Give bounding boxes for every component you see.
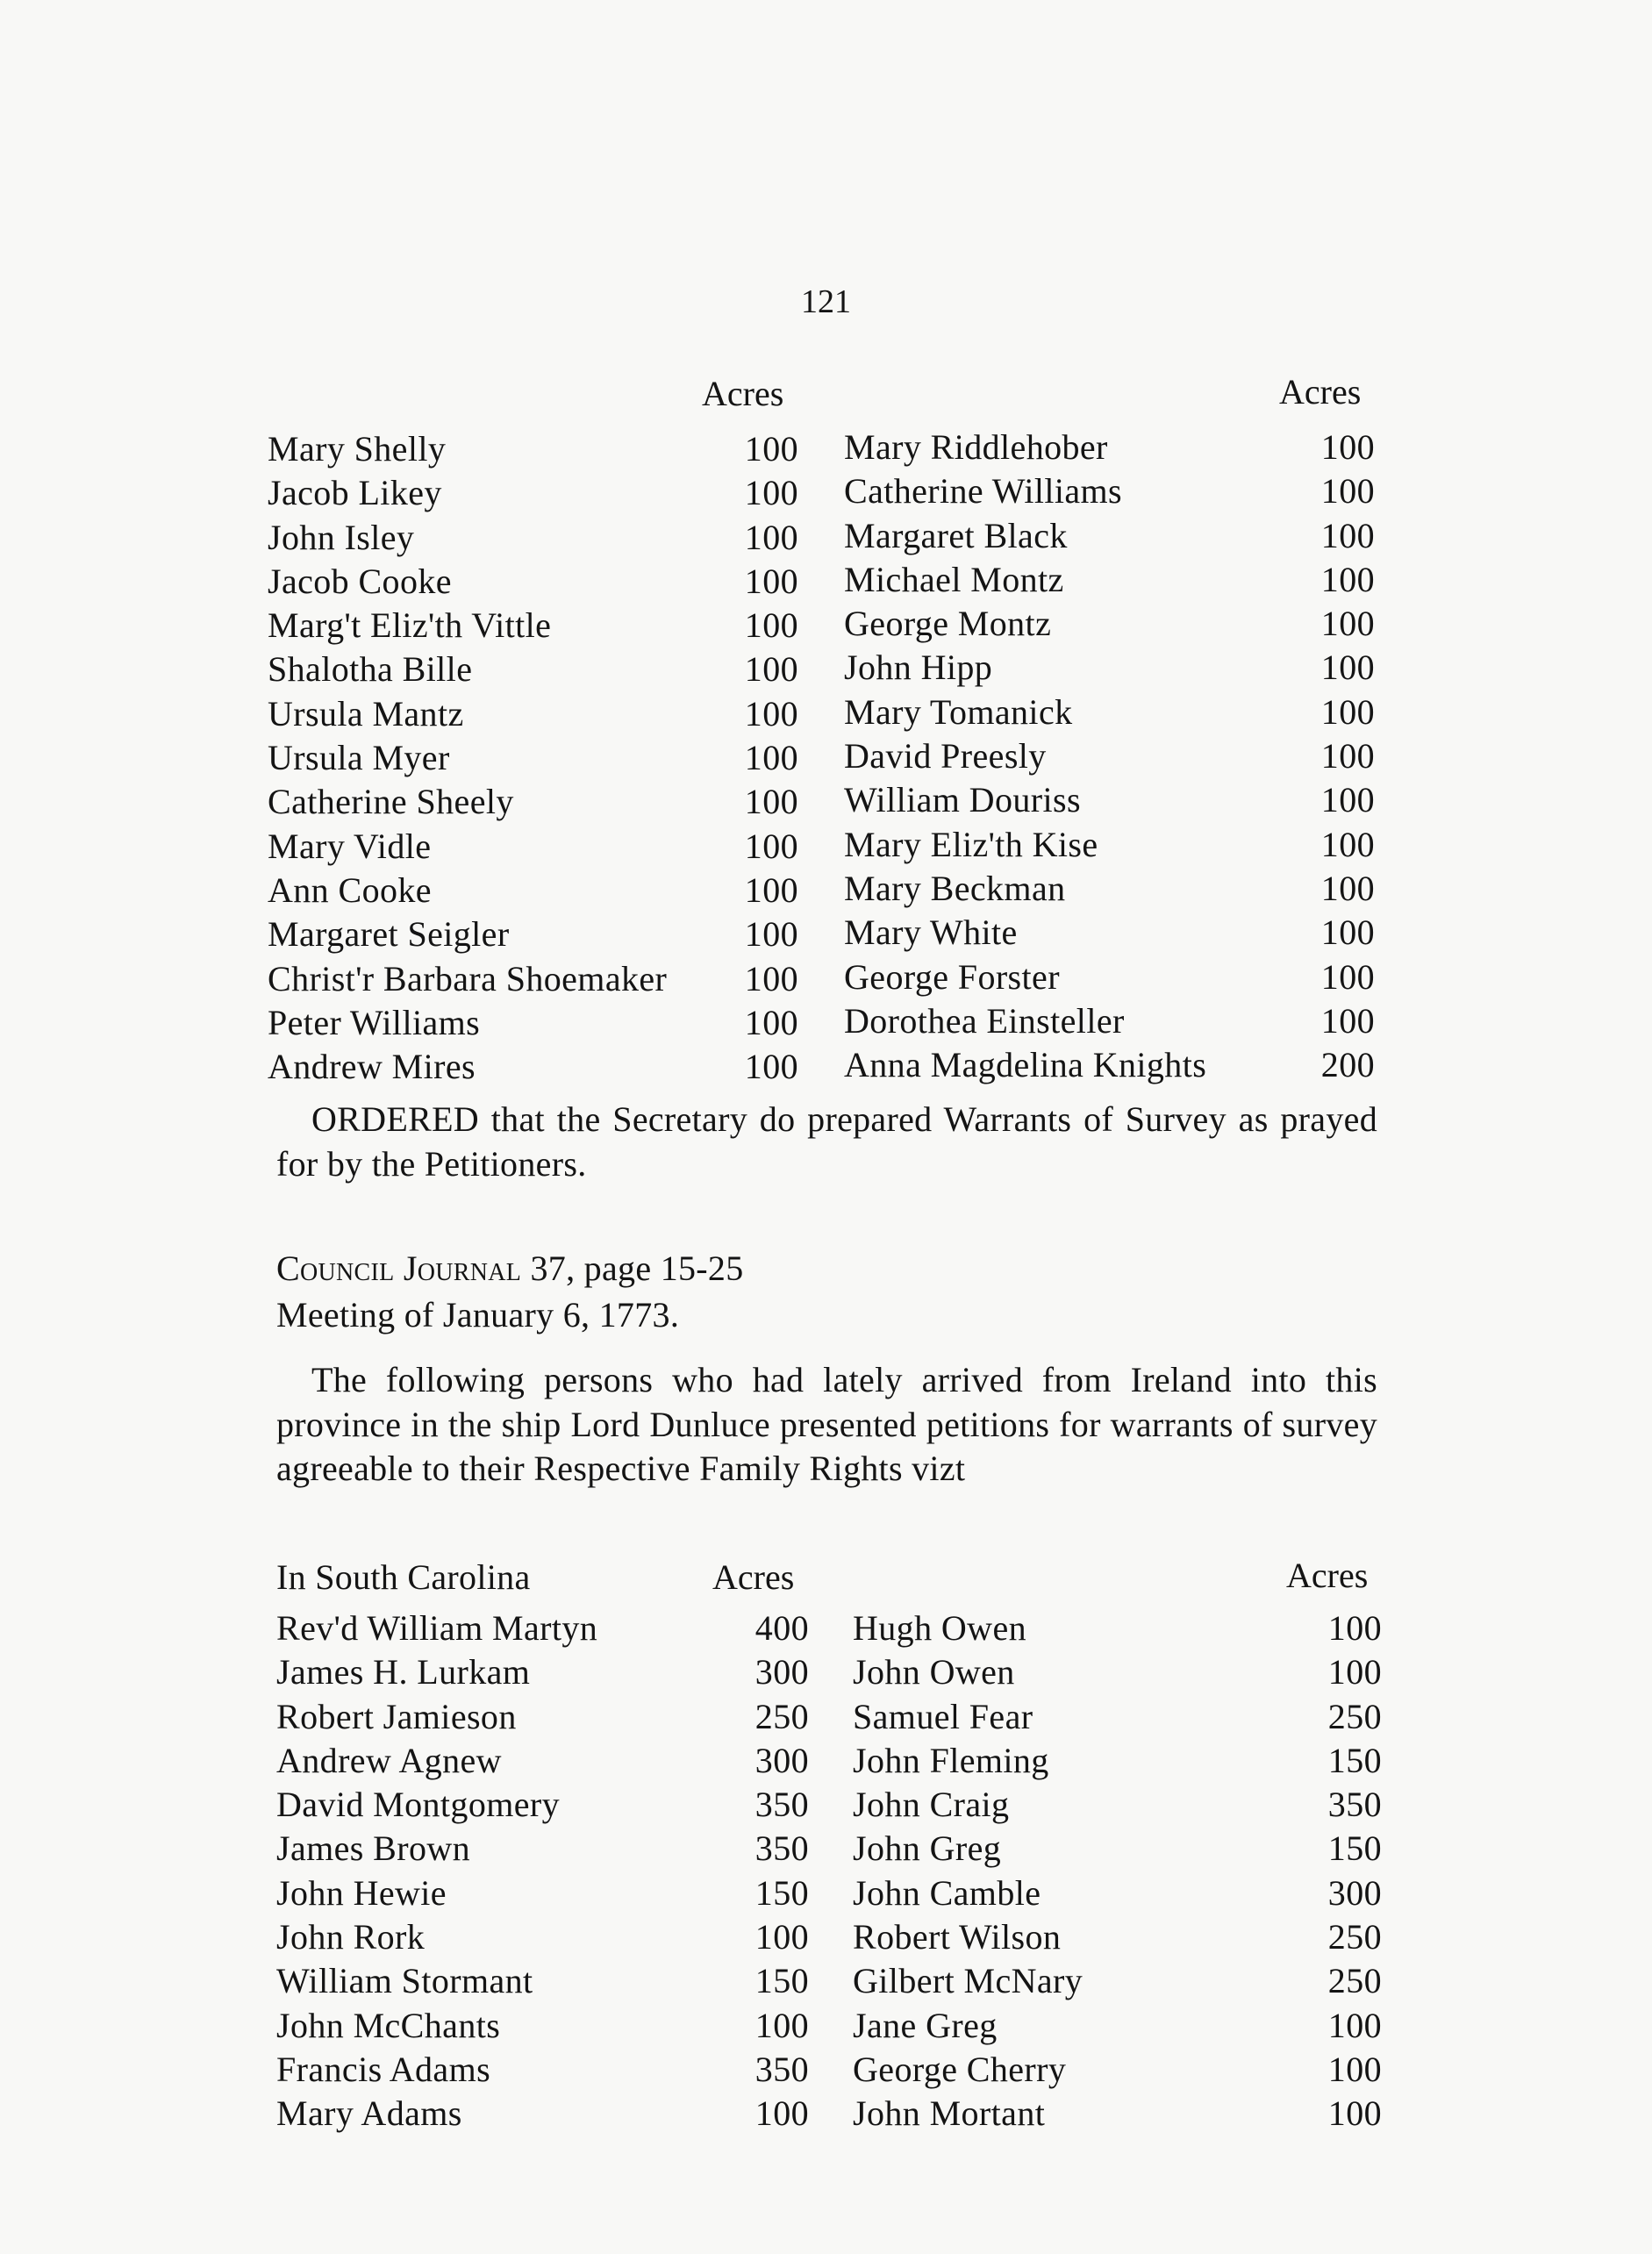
person-name: Ann Cooke [268, 869, 432, 910]
person-name: Mary Riddlehober [844, 427, 1108, 467]
person-name: Anna Magdelina Knights [844, 1045, 1207, 1085]
list-item [268, 912, 798, 956]
acres-value: 100 [1320, 691, 1375, 732]
meeting-date: Meeting of January 6, 1773. [276, 1295, 680, 1335]
list-item [276, 1695, 809, 1739]
person-name: John McChants [276, 2005, 501, 2045]
acres-value: 100 [1320, 427, 1375, 467]
list-item [844, 1043, 1375, 1087]
list-item [268, 825, 798, 869]
person-name: Dorothea Einsteller [844, 1000, 1125, 1041]
acres-value: 150 [754, 1961, 809, 2001]
person-name: Andrew Agnew [276, 1740, 502, 1780]
list-item [844, 734, 1375, 778]
list-item [853, 1606, 1382, 1650]
person-name: John Hewie [276, 1872, 447, 1913]
list-item [853, 1739, 1382, 1783]
person-name: Jacob Cooke [268, 561, 452, 601]
person-name: Catherine Sheely [268, 782, 514, 822]
person-name: Jane Greg [853, 2005, 998, 2045]
list-item [276, 2092, 809, 2136]
acres-value: 100 [754, 2093, 809, 2134]
acres-value: 250 [1327, 1917, 1382, 1957]
acres-value: 100 [744, 782, 798, 822]
list-item [276, 1871, 809, 1915]
acres-value: 100 [744, 1047, 798, 1087]
list-item [844, 867, 1375, 911]
list-item [276, 1959, 809, 2003]
page-number: 121 [801, 283, 851, 320]
list-item [276, 1827, 809, 1871]
person-name: John Craig [853, 1785, 1010, 1825]
acres-value: 250 [1327, 1696, 1382, 1736]
acres-value: 100 [744, 958, 798, 998]
list-item [268, 736, 798, 780]
list-item [276, 2004, 809, 2048]
person-name: Mary Adams [276, 2093, 462, 2134]
person-name: Mary Vidle [268, 826, 432, 866]
list-item [268, 471, 798, 515]
person-name: Marg't Eliz'th Vittle [268, 605, 552, 646]
person-name: Andrew Mires [268, 1047, 476, 1087]
list-item [268, 516, 798, 560]
person-name: James Brown [276, 1828, 471, 1869]
person-name: John Isley [268, 517, 415, 557]
acres-value: 100 [1327, 1608, 1382, 1648]
list-item [268, 604, 798, 648]
person-name: John Fleming [853, 1740, 1049, 1780]
list-item [853, 1783, 1382, 1827]
petitioners-left-column [268, 427, 798, 1089]
acres-value: 100 [744, 693, 798, 733]
person-name: John Greg [853, 1828, 1002, 1869]
person-name: John Rork [276, 1917, 426, 1957]
acres-value: 100 [744, 473, 798, 513]
list-item [853, 2048, 1382, 2092]
acres-value: 100 [754, 2005, 809, 2045]
list-item [844, 469, 1375, 513]
source-citation [276, 1248, 744, 1289]
ordered-paragraph: ORDERED that the Secretary do prepared Warrants of Survey as prayed for by the Petitioners. [276, 1099, 1377, 1184]
acres-value: 350 [754, 2049, 809, 2089]
acres-value: 100 [1320, 515, 1375, 555]
acres-value: 250 [754, 1696, 809, 1736]
acres-value: 300 [754, 1740, 809, 1780]
list-item [844, 646, 1375, 690]
person-name: Samuel Fear [853, 1696, 1033, 1736]
acres-value: 100 [744, 429, 798, 469]
person-name: Margaret Black [844, 515, 1068, 555]
list-item [268, 869, 798, 912]
person-name: John Hipp [844, 648, 993, 688]
acres-value: 300 [1327, 1872, 1382, 1913]
person-name: George Montz [844, 604, 1052, 644]
person-name: Hugh Owen [853, 1608, 1027, 1648]
list-item [853, 1959, 1382, 2003]
list-item [853, 1827, 1382, 1871]
acres-value: 100 [1327, 1652, 1382, 1692]
list-item [268, 780, 798, 824]
list-item [268, 427, 798, 471]
acres-value: 100 [744, 738, 798, 778]
intro-paragraph: The following persons who had lately arrived from Ireland into this province in the ship Lord Dunluce presented petitions for warrants of survey agreeable to their Respective Family Rights vizt [276, 1360, 1377, 1488]
list-item [844, 999, 1375, 1043]
list-item [844, 602, 1375, 646]
list-item [268, 692, 798, 736]
person-name: David Montgomery [276, 1785, 561, 1825]
person-name: Mary Shelly [268, 429, 447, 469]
list-item [268, 560, 798, 604]
acres-value: 100 [744, 517, 798, 557]
list-item [844, 778, 1375, 822]
person-name: Ursula Mantz [268, 693, 464, 733]
acres-value: 100 [744, 1002, 798, 1042]
list-item [853, 2004, 1382, 2048]
acres-value: 100 [1320, 471, 1375, 512]
list-item [276, 1783, 809, 1827]
acres-value: 200 [1320, 1045, 1375, 1085]
person-name: John Mortant [853, 2093, 1046, 2134]
acres-value: 100 [1320, 559, 1375, 599]
list-item [268, 648, 798, 691]
person-name: Gilbert McNary [853, 1961, 1083, 2001]
person-name: Catherine Williams [844, 471, 1123, 512]
list-item [853, 1871, 1382, 1915]
acres-value: 100 [1320, 824, 1375, 864]
person-name: George Cherry [853, 2049, 1067, 2089]
acres-value: 300 [754, 1652, 809, 1692]
acres-value: 100 [744, 914, 798, 955]
family-rights-left-column [276, 1606, 809, 2136]
person-name: John Camble [853, 1872, 1041, 1913]
person-name: Margaret Seigler [268, 914, 510, 955]
list-item [268, 957, 798, 1001]
person-name: John Owen [853, 1652, 1015, 1692]
person-name: William Stormant [276, 1961, 533, 2001]
acres-header-right: Acres [1279, 372, 1362, 411]
list-item [276, 1606, 809, 1650]
list-item [844, 911, 1375, 955]
acres-value: 100 [1320, 1000, 1375, 1041]
list-item [276, 1915, 809, 1959]
acres-value: 100 [744, 826, 798, 866]
acres-value: 350 [1327, 1785, 1382, 1825]
person-name: Michael Montz [844, 559, 1064, 599]
acres-value: 400 [754, 1608, 809, 1648]
acres-value: 100 [744, 561, 798, 601]
acres-value: 100 [1320, 956, 1375, 997]
family-rights-right-column [853, 1606, 1382, 2136]
list-item [853, 1650, 1382, 1694]
list-item [844, 691, 1375, 734]
person-name: Francis Adams [276, 2049, 491, 2089]
acres-value: 100 [744, 649, 798, 690]
acres-value: 100 [1320, 604, 1375, 644]
acres-value: 100 [744, 869, 798, 910]
acres-header-right-2: Acres [1286, 1556, 1369, 1595]
person-name: Robert Wilson [853, 1917, 1062, 1957]
journal-page: 37, page 15-25 [521, 1249, 744, 1288]
acres-value: 100 [1320, 912, 1375, 953]
list-item [844, 558, 1375, 602]
list-item [853, 1915, 1382, 1959]
list-item [844, 514, 1375, 558]
acres-value: 100 [1327, 2093, 1382, 2134]
acres-value: 100 [744, 605, 798, 646]
list-item [276, 2048, 809, 2092]
person-name: Mary Beckman [844, 868, 1066, 908]
acres-value: 100 [1327, 2005, 1382, 2045]
person-name: Robert Jamieson [276, 1696, 517, 1736]
person-name: David Preesly [844, 736, 1047, 776]
person-name: Mary White [844, 912, 1018, 953]
person-name: Mary Eliz'th Kise [844, 824, 1098, 864]
list-item [268, 1045, 798, 1089]
person-name: James H. Lurkam [276, 1652, 531, 1692]
acres-value: 150 [1327, 1828, 1382, 1869]
journal-name: Council Journal [276, 1249, 522, 1288]
person-name: George Forster [844, 956, 1060, 997]
person-name: Shalotha Bille [268, 649, 473, 690]
list-item [844, 823, 1375, 867]
person-name: William Douriss [844, 780, 1081, 820]
list-item [844, 426, 1375, 469]
acres-value: 100 [1320, 648, 1375, 688]
acres-value: 250 [1327, 1961, 1382, 2001]
list-item [853, 2092, 1382, 2136]
person-name: Christ'r Barbara Shoemaker [268, 958, 668, 998]
acres-value: 100 [1320, 736, 1375, 776]
list-item [276, 1650, 809, 1694]
list-item [844, 955, 1375, 999]
acres-value: 350 [754, 1785, 809, 1825]
person-name: Jacob Likey [268, 473, 442, 513]
acres-value: 150 [754, 1872, 809, 1913]
list-item [268, 1001, 798, 1045]
petitioners-right-column [844, 426, 1375, 1087]
acres-value: 100 [754, 1917, 809, 1957]
acres-value: 150 [1327, 1740, 1382, 1780]
acres-value: 100 [1320, 780, 1375, 820]
acres-value: 100 [1320, 868, 1375, 908]
location-header: In South Carolina [276, 1557, 531, 1597]
person-name: Mary Tomanick [844, 691, 1073, 732]
acres-header-left: Acres [702, 374, 784, 413]
acres-header-left-2: Acres [712, 1557, 795, 1597]
list-item [276, 1739, 809, 1783]
person-name: Rev'd William Martyn [276, 1608, 598, 1648]
person-name: Ursula Myer [268, 738, 450, 778]
acres-value: 350 [754, 1828, 809, 1869]
person-name: Peter Williams [268, 1002, 481, 1042]
list-item [853, 1695, 1382, 1739]
acres-value: 100 [1327, 2049, 1382, 2089]
